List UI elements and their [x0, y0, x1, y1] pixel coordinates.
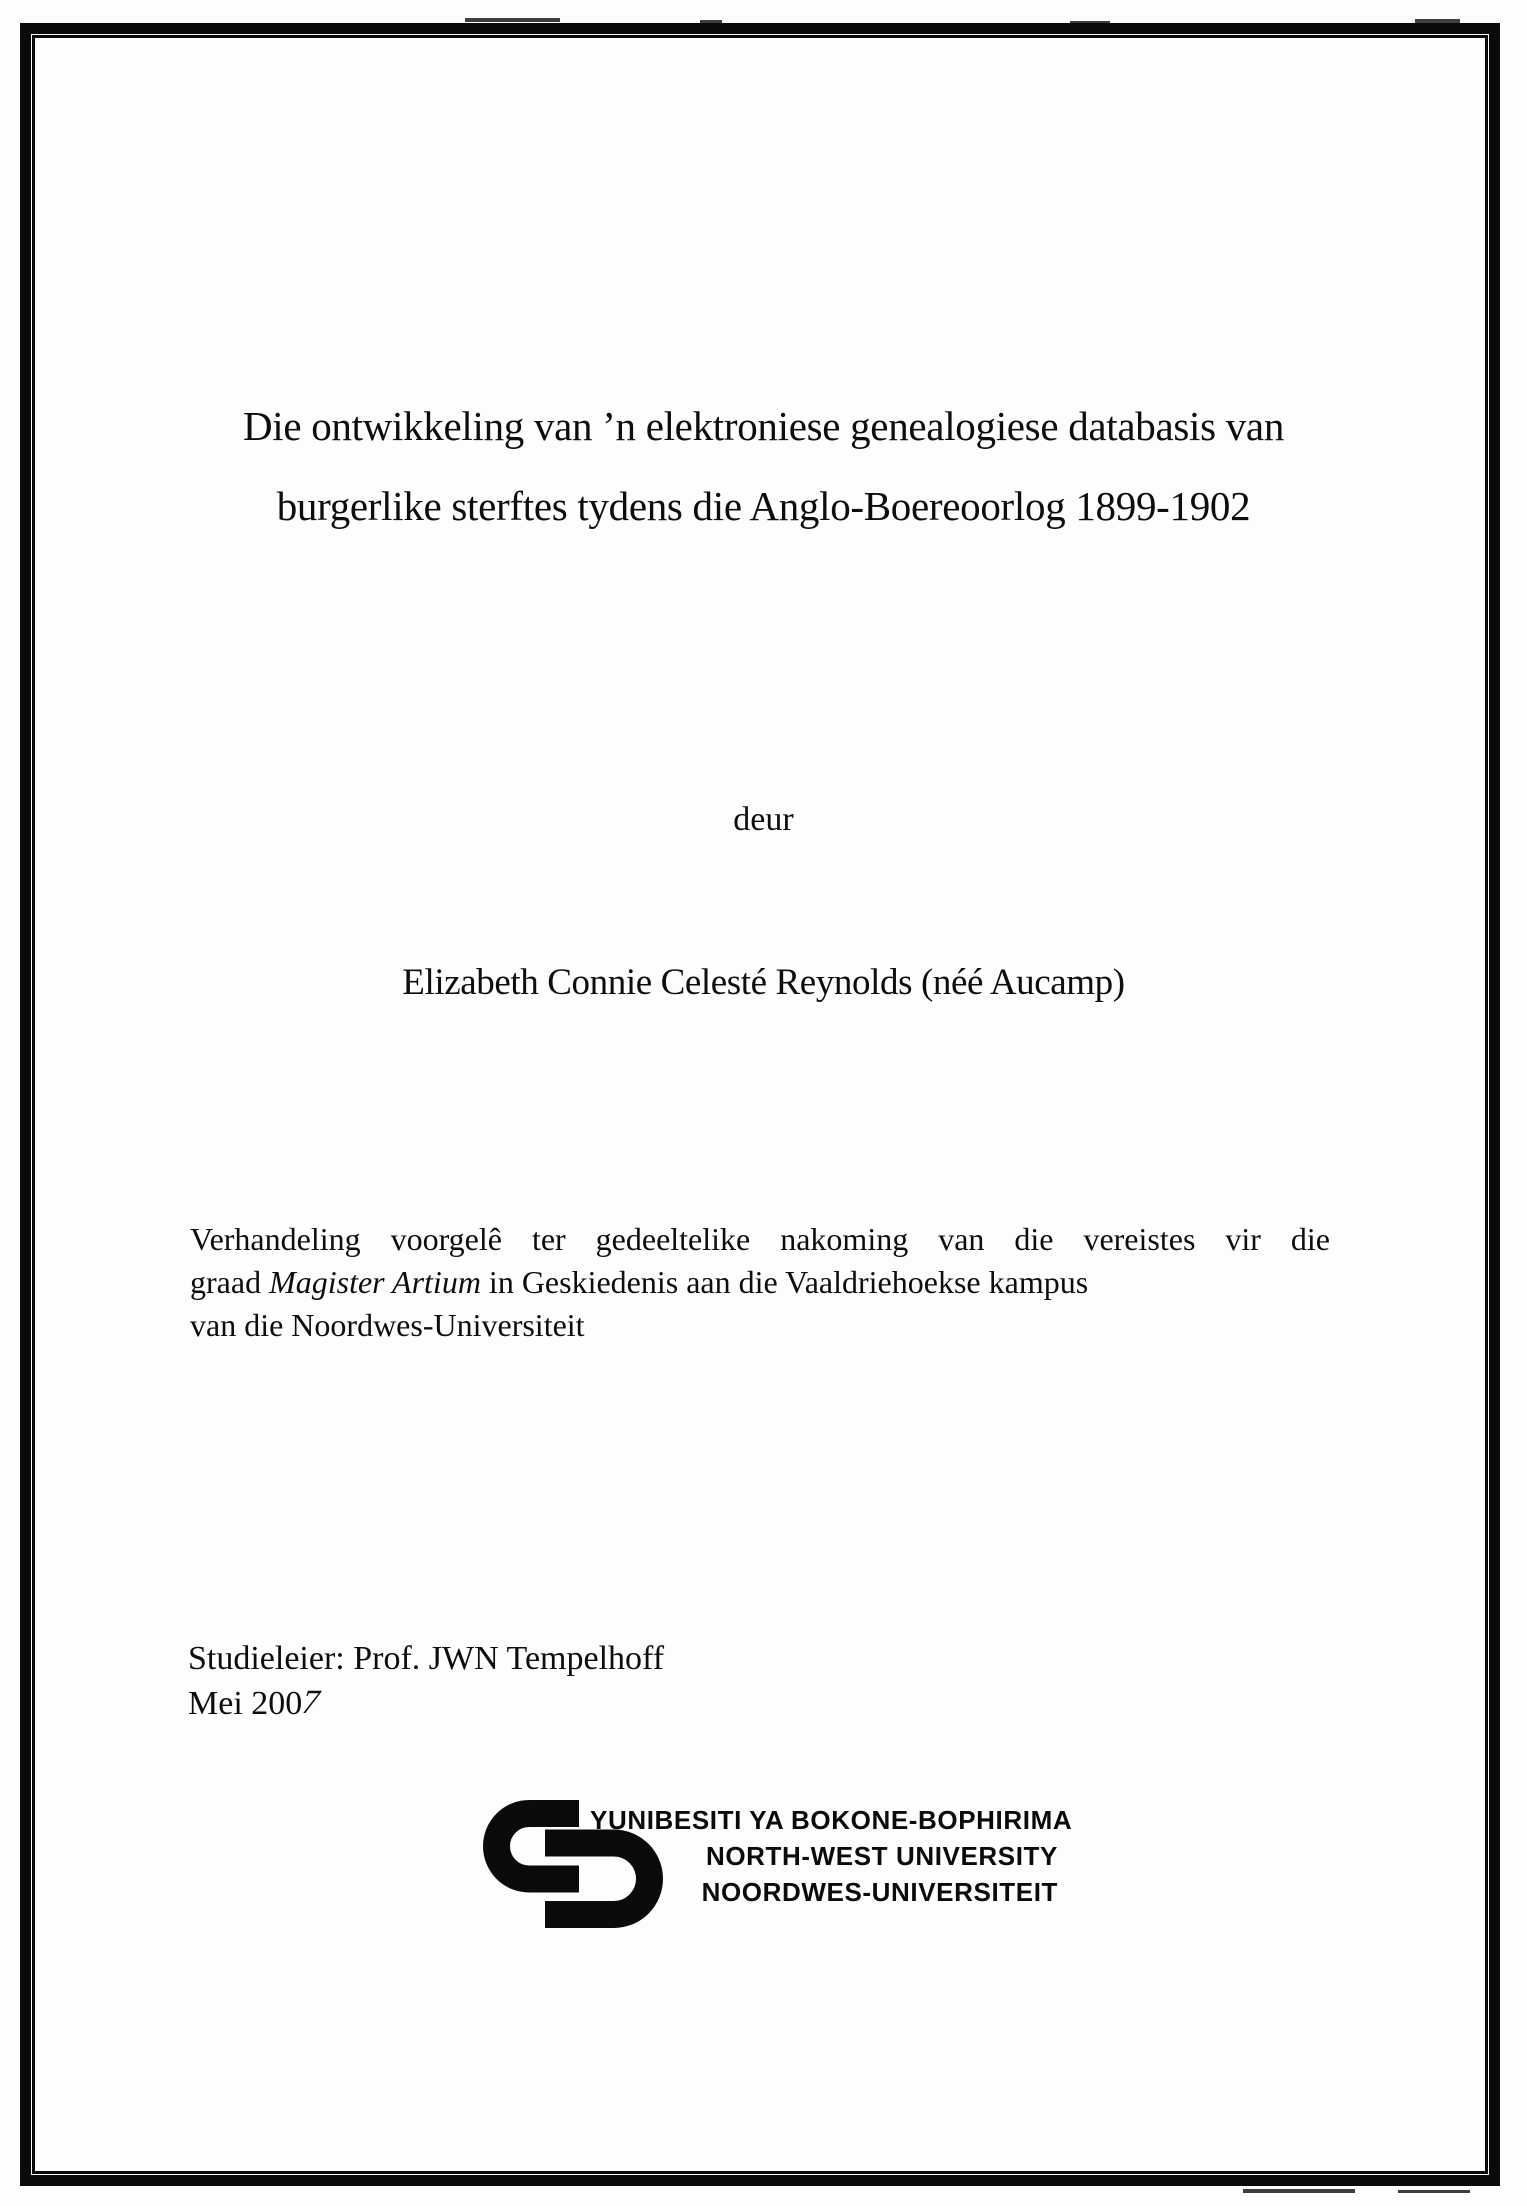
thesis-title [80, 386, 1447, 546]
date-line [188, 1681, 664, 1726]
thesis-title-line2: burgerlike sterftes tydens die Anglo-Boereoorlog 1899-1902 [276, 483, 1251, 529]
author-name: Elizabeth Connie Celesté Reynolds (néé Aucamp) [402, 962, 1125, 1003]
byline-label: deur [733, 801, 794, 838]
thesis-title-line1: Die ontwikkeling van ’n elektroniese genealogiese databasis van [242, 403, 1285, 449]
date-prefix: Mei 200 [188, 1685, 303, 1722]
scan-artifact [465, 18, 560, 22]
supervisor-block [188, 1636, 664, 1726]
scan-artifact [1398, 2190, 1470, 2193]
supervisor-line: Studieleier: Prof. JWN Tempelhoff [188, 1640, 665, 1677]
logo-line-setswana: YUNIBESITI YA BOKONE-BOPHIRIMA [590, 1805, 1073, 1835]
date-last-digit: 7 [297, 1684, 325, 1721]
logo-line-english: NORTH-WEST UNIVERSITY [705, 1841, 1058, 1871]
submission-line2-suffix: in Geskiedenis aan die Vaaldriehoekse kampus [480, 1264, 1089, 1300]
submission-line1: Verhandeling voorgelê ter gedeeltelike nakoming van die vereistes vir die [190, 1221, 1330, 1257]
scan-artifact [1243, 2189, 1355, 2193]
nwu-logo-wordmark [590, 1802, 1073, 1910]
degree-name: Magister Artium [269, 1264, 481, 1300]
submission-line2 [190, 1261, 1330, 1304]
logo-line-afrikaans: NOORDWES-UNIVERSITEIT [701, 1877, 1058, 1907]
submission-statement [190, 1218, 1330, 1347]
submission-line2-prefix: graad [190, 1264, 270, 1300]
submission-line3: van die Noordwes-Universiteit [190, 1307, 585, 1343]
